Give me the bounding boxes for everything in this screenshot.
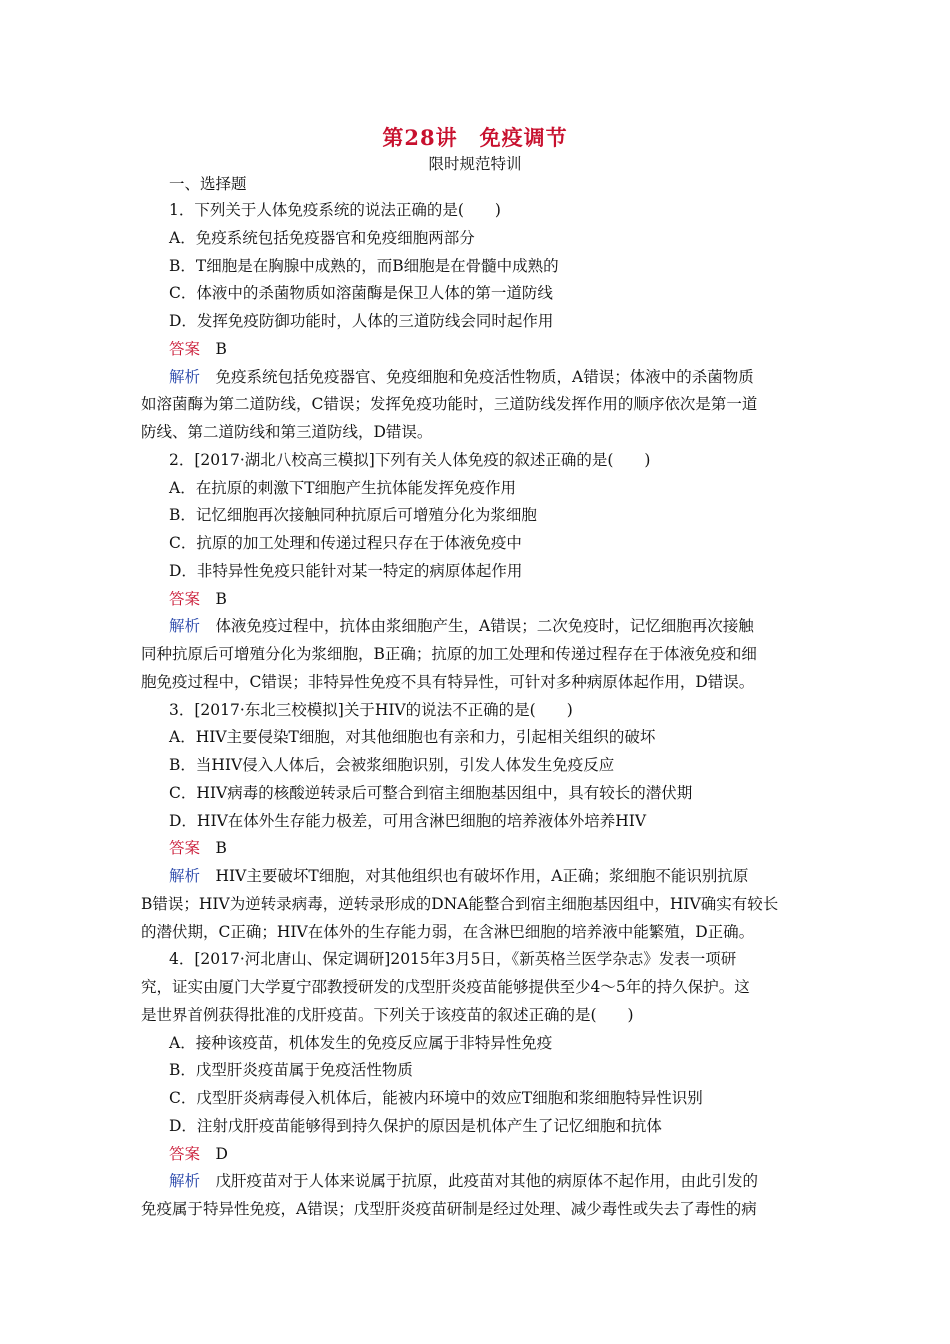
continuation-line	[141, 422, 432, 442]
question-line	[169, 256, 559, 276]
line-text: B错误；HIV为逆转录病毒，逆转录形成的DNA能整合到宿主细胞基因组中，HIV确实有较长	[141, 894, 779, 913]
question-line	[169, 1116, 662, 1136]
explanation-line	[169, 1171, 758, 1191]
continuation-line	[141, 894, 778, 914]
explanation-label: 解析	[169, 617, 201, 636]
answer-line	[169, 1144, 228, 1164]
answer-label: 答案	[169, 839, 201, 858]
continuation-line	[141, 1005, 634, 1025]
line-text: B．记忆细胞再次接触同种抗原后可增殖分化为浆细胞	[169, 506, 537, 525]
question-line	[169, 949, 736, 969]
explanation-label: 解析	[169, 867, 201, 885]
question-line	[169, 561, 522, 581]
line-text: B．T细胞是在胸腺中成熟的，而B细胞是在骨髓中成熟的	[169, 256, 559, 275]
answer-label: 答案	[169, 589, 201, 608]
question-line	[169, 1088, 703, 1108]
explanation-line	[169, 616, 754, 636]
line-text: A．免疫系统包括免疫器官和免疫细胞两部分	[169, 228, 475, 247]
line-text: 2．[2017·湖北八校高三模拟]下列有关人体免疫的叙述正确的是( )	[169, 450, 651, 469]
question-line	[169, 811, 646, 831]
question-line	[169, 783, 692, 803]
line-text: C．体液中的杀菌物质如溶菌酶是保卫人体的第一道防线	[169, 284, 553, 303]
explanation-line	[169, 866, 748, 886]
line-text: D．非特异性免疫只能针对某一特定的病原体起作用	[169, 561, 523, 580]
page-title: 第28讲 免疫调节	[382, 125, 568, 150]
answer-line	[169, 838, 227, 858]
question-line	[169, 533, 522, 553]
line-text: 4．[2017·河北唐山、保定调研]2015年3月5日，《新英格兰医学杂志》发表一项研	[169, 950, 737, 969]
line-text: 同种抗原后可增殖分化为浆细胞，B正确；抗原的加工处理和传递过程存在于体液免疫和细	[141, 645, 757, 663]
line-text: C．戊型肝炎病毒侵入机体后，能被内环境中的效应T细胞和浆细胞特异性识别	[169, 1089, 703, 1107]
explanation-label: 解析	[169, 367, 201, 386]
page-subtitle: 限时规范特训	[428, 155, 522, 173]
answer-label: 答案	[169, 339, 201, 358]
line-text: 是世界首例获得批准的戊肝疫苗。下列关于该疫苗的叙述正确的是( )	[141, 1005, 634, 1024]
line-text: A．在抗原的刺激下T细胞产生抗体能发挥免疫作用	[169, 478, 517, 497]
line-text: D．注射戊肝疫苗能够得到持久保护的原因是机体产生了记忆细胞和抗体	[169, 1116, 662, 1135]
line-text: 如溶菌酶为第二道防线，C错误；发挥免疫功能时，三道防线发挥作用的顺序依次是第一道	[141, 395, 758, 414]
continuation-line	[141, 1199, 757, 1219]
line-text: 防线、第二道防线和第三道防线，D错误。	[141, 423, 433, 441]
line-text: B	[200, 839, 227, 858]
continuation-line	[141, 394, 757, 414]
line-text: D	[200, 1144, 228, 1163]
question-line	[169, 311, 553, 331]
line-text: 的潜伏期，C正确；HIV在体外的生存能力弱，在含淋巴细胞的培养液中能繁殖，D正确。	[141, 922, 755, 941]
line-text: 体液免疫过程中，抗体由浆细胞产生，A错误；二次免疫时，记忆细胞再次接触	[200, 617, 754, 636]
line-text: 究，证实由厦门大学夏宁邵教授研发的戊型肝炎疫苗能够提供至少4～5年的持久保护。这	[141, 978, 750, 996]
answer-label: 答案	[169, 1144, 201, 1163]
line-text: 戊肝疫苗对于人体来说属于抗原，此疫苗对其他的病原体不起作用，由此引发的	[200, 1172, 759, 1191]
question-line	[169, 1033, 552, 1053]
answer-line	[169, 339, 227, 359]
line-text: 胞免疫过程中，C错误；非特异性免疫不具有特异性，可针对多种病原体起作用，D错误。	[141, 672, 755, 691]
question-line	[169, 727, 655, 747]
line-text: C．HIV病毒的核酸逆转录后可整合到宿主细胞基因组中，具有较长的潜伏期	[169, 783, 693, 802]
line-text: 免疫属于特异性免疫，A错误；戊型肝炎疫苗研制是经过处理、减少毒性或失去了毒性的病	[141, 1200, 757, 1218]
line-text: 1．下列关于人体免疫系统的说法正确的是( )	[169, 201, 501, 219]
line-text: D．发挥免疫防御功能时，人体的三道防线会同时起作用	[169, 312, 554, 330]
explanation-label: 解析	[169, 1172, 201, 1191]
question-line	[169, 1060, 413, 1080]
section-heading: 一、选择题	[169, 175, 247, 193]
question-line	[169, 505, 537, 525]
line-text: B．当HIV侵入人体后，会被浆细胞识别，引发人体发生免疫反应	[169, 756, 615, 774]
question-line	[169, 755, 614, 775]
continuation-line	[141, 922, 754, 942]
question-line	[169, 700, 573, 720]
question-line	[169, 478, 516, 498]
question-line	[169, 200, 501, 220]
continuation-line	[141, 977, 750, 997]
line-text: A．接种该疫苗，机体发生的免疫反应属于非特异性免疫	[169, 1033, 553, 1052]
line-text: D．HIV在体外生存能力极差，可用含淋巴细胞的培养液体外培养HIV	[169, 811, 647, 830]
question-line	[169, 228, 475, 248]
question-line	[169, 283, 553, 303]
line-text: HIV主要破坏T细胞，对其他组织也有破坏作用，A正确；浆细胞不能识别抗原	[200, 867, 749, 885]
line-text: B	[200, 339, 227, 358]
line-text: 免疫系统包括免疫器官、免疫细胞和免疫活性物质，A错误；体液中的杀菌物质	[200, 367, 754, 386]
question-line	[169, 450, 650, 470]
line-text: C．抗原的加工处理和传递过程只存在于体液免疫中	[169, 534, 522, 552]
answer-line	[169, 589, 227, 609]
line-text: B	[200, 589, 227, 608]
line-text: A．HIV主要侵染T细胞，对其他细胞也有亲和力，引起相关组织的破坏	[169, 728, 656, 747]
line-text: 3．[2017·东北三校模拟]关于HIV的说法不正确的是( )	[169, 700, 573, 719]
explanation-line	[169, 367, 754, 387]
continuation-line	[141, 672, 754, 692]
continuation-line	[141, 644, 757, 664]
line-text: B．戊型肝炎疫苗属于免疫活性物质	[169, 1061, 413, 1080]
